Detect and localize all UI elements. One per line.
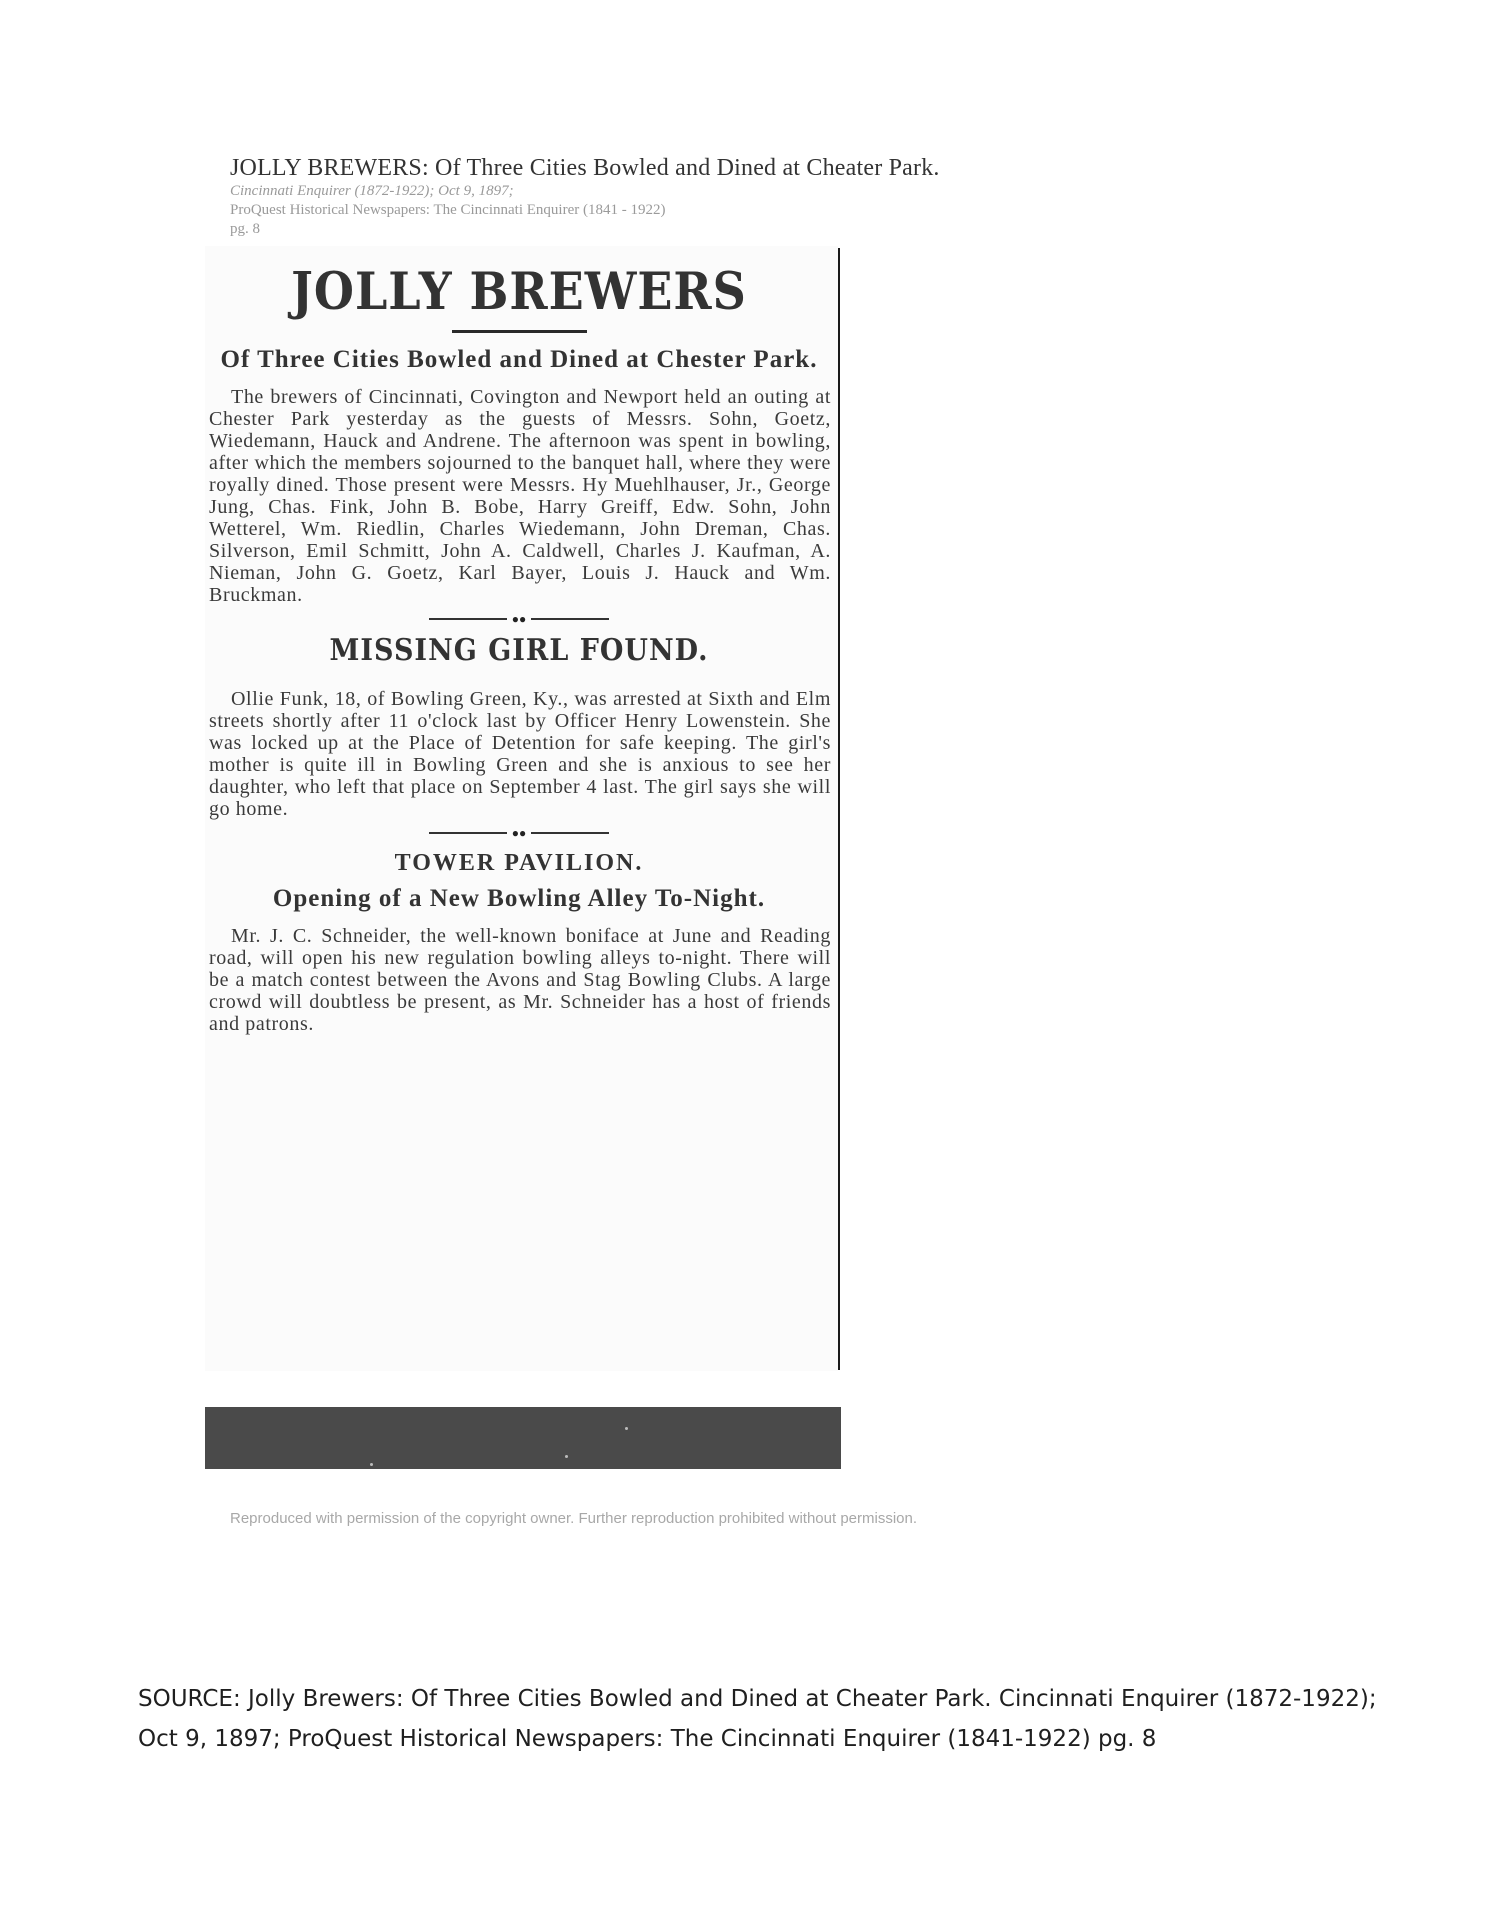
column-rule [838, 248, 840, 1370]
article-2-body: Ollie Funk, 18, of Bowling Green, Ky., was arrested at Sixth and Elm streets shortly after 11 o'clock last by Officer Henry Lowenstein. She was locked up at the Place of Detention for safe keeping. The girl's mother is quite ill in Bowling Green and she is anxious to see her daughter, who left that place on September 4 last. The girl says she will go home. [209, 688, 831, 820]
citation-title: JOLLY BREWERS: Of Three Cities Bowled and Dined at Cheater Park. [230, 155, 940, 181]
article-1-subhead: Of Three Cities Bowled and Dined at Chester Park. [220, 346, 818, 373]
citation-publication: Cincinnati Enquirer (1872-1922); Oct 9, 1897; [230, 183, 514, 199]
article-separator: ●● [429, 832, 609, 834]
headline-rule [452, 330, 587, 333]
article-1-headline: JOLLY BREWERS [291, 260, 747, 322]
source-note: SOURCE: Jolly Brewers: Of Three Cities Bowled and Dined at Cheater Park. Cincinnati Enquirer (1872-1922); Oct 9, 1897; ProQuest Historical Newspapers: The Cincinnati Enquirer (1841-1922) pg. 8 [138, 1686, 1377, 1752]
citation-header [230, 154, 1170, 239]
article-2-headline: MISSING GIRL FOUND. [329, 633, 709, 668]
article-3-subhead: Opening of a New Bowling Alley To-Night. [272, 885, 766, 912]
newspaper-clipping [205, 246, 838, 1371]
reproduction-notice: Reproduced with permission of the copyright owner. Further reproduction prohibited without permission. [230, 1510, 918, 1527]
article-3-headline: TOWER PAVILION. [394, 850, 644, 876]
citation-database: ProQuest Historical Newspapers: The Cincinnati Enquirer (1841 - 1922) [230, 202, 666, 218]
newspaper-column [205, 260, 833, 1035]
scan-shadow-bar [205, 1407, 841, 1469]
citation-page: pg. 8 [230, 221, 260, 237]
article-separator: ●● [429, 618, 609, 620]
article-1-body: The brewers of Cincinnati, Covington and Newport held an outing at Chester Park yesterday as the guests of Messrs. Sohn, Goetz, Wiedemann, Hauck and Andrene. The afternoon was spent in bowling, after which the members sojourned to the banquet hall, where they were royally dined. Those present were Messrs. Hy Muehlhauser, Jr., George Jung, Chas. Fink, John B. Bobe, Harry Greiff, Edw. Sohn, John Wetterel, Wm. Riedlin, Charles Wiedemann, John Dreman, Chas. Silverson, Emil Schmitt, John A. Caldwell, Charles J. Kaufman, A. Nieman, John G. Goetz, Karl Bayer, Louis J. Hauck and Wm. Bruckman. [209, 386, 831, 606]
article-3-body: Mr. J. C. Schneider, the well-known boniface at June and Reading road, will open his new regulation bowling alleys to-night. There will be a match contest between the Avons and Stag Bowling Clubs. A large crowd will doubtless be present, as Mr. Schneider has a host of friends and patrons. [209, 925, 831, 1035]
